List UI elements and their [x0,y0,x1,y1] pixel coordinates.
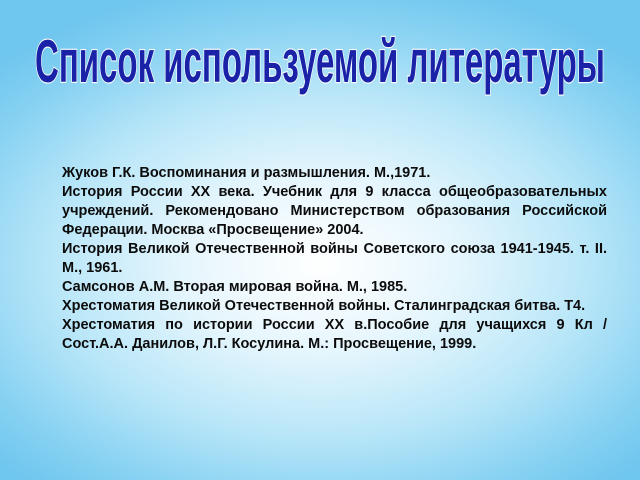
bibliography-item: Хрестоматия Великой Отечественной войны. Сталинградская битва. Т4. [62,298,586,314]
bibliography-item: Хрестоматия по истории России XX в.Пособие для учащихся 9 Кл / Сост.А.А. Данилов, Л.Г. Косулина. М.: Просвещение, 1999. [62,317,607,352]
title-text: Список используемой литературы [35,28,605,95]
bibliography-item: История Великой Отечественной войны Советского союза 1941-1945. т. II. М., 1961. [62,241,607,276]
slide-title [0,14,640,104]
bibliography-list [62,164,607,354]
bibliography-item: Самсонов А.М. Вторая мировая война. М., 1985. [62,279,408,295]
bibliography-item: Жуков Г.К. Воспоминания и размышления. М.,1971. [62,165,431,181]
bibliography-item: История России XX века. Учебник для 9 класса общеобразовательных учреждений. Рекомендовано Министерством образования Российской Федерации. Москва «Просвещение» 2004. [62,184,607,238]
title-wordart [20,14,620,104]
